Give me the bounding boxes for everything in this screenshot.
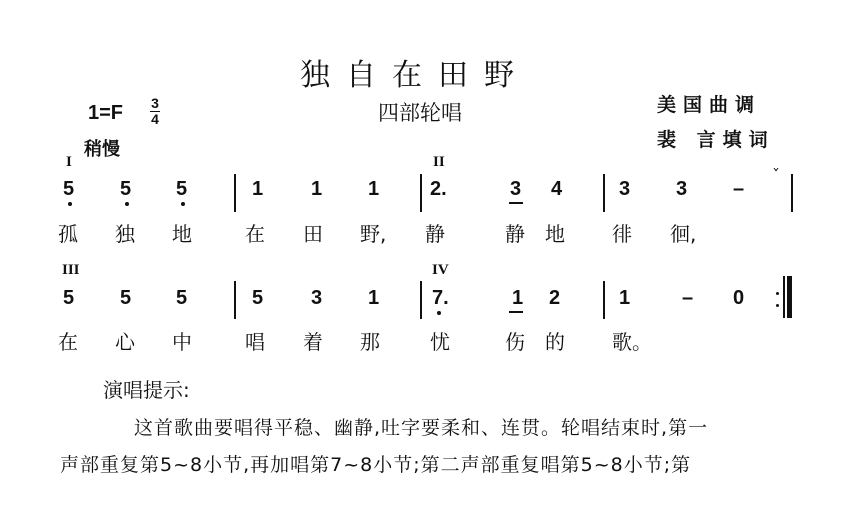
section-marker-ii: II xyxy=(433,154,445,170)
lyric: 徘 xyxy=(612,222,632,246)
section-marker-iv: IV xyxy=(432,262,449,278)
note: 3 xyxy=(510,178,522,200)
note: 5 xyxy=(176,287,188,309)
note: 5 xyxy=(120,287,132,309)
note: 1 xyxy=(619,287,631,309)
song-subtitle: 四部轮唱 xyxy=(378,101,462,125)
low-octave-dot xyxy=(181,202,185,206)
repeat-dot xyxy=(776,304,779,307)
breath-mark: ˇ xyxy=(772,166,780,185)
lyric: 歌。 xyxy=(612,330,652,354)
low-octave-dot xyxy=(437,311,441,315)
lyricist-credit: 裴 言填词 xyxy=(657,129,775,151)
composer-credit: 美国曲调 xyxy=(657,94,762,116)
note: 1 xyxy=(512,287,524,309)
dash-note: – xyxy=(682,287,694,309)
time-signature xyxy=(150,97,160,126)
barline xyxy=(234,174,236,212)
note: 2 xyxy=(549,287,561,309)
lyric: 静 xyxy=(505,222,525,246)
rest-note: 0 xyxy=(733,287,745,309)
lyric: 田 xyxy=(303,222,323,246)
dash-note: – xyxy=(733,178,745,200)
lyric: 徊, xyxy=(670,222,697,246)
time-signature-top: 3 xyxy=(151,95,159,111)
note: 5 xyxy=(176,178,188,200)
note: 3 xyxy=(619,178,631,200)
time-signature-bottom: 4 xyxy=(151,111,159,127)
lyric: 着 xyxy=(303,330,323,354)
note: 5 xyxy=(252,287,264,309)
eighth-note-underline xyxy=(509,311,523,313)
note: 1 xyxy=(368,287,380,309)
lyric: 野, xyxy=(360,222,387,246)
lyric: 的 xyxy=(545,330,565,354)
lyric: 那 xyxy=(360,330,380,354)
end-barline-thin xyxy=(783,276,785,318)
end-barline-thick xyxy=(787,276,792,318)
lyric: 忧 xyxy=(430,330,450,354)
lyric: 静 xyxy=(425,222,445,246)
barline xyxy=(234,281,236,319)
section-marker-i: I xyxy=(66,154,72,170)
tips-line: 声部重复第5~8小节,再加唱第7~8小节;第二声部重复唱第5~8小节;第 xyxy=(60,454,692,476)
note: 3 xyxy=(311,287,323,309)
lyric: 中 xyxy=(172,330,192,354)
note: 1 xyxy=(252,178,264,200)
barline xyxy=(603,281,605,319)
lyric: 唱 xyxy=(245,330,265,354)
note: 4 xyxy=(551,178,563,200)
eighth-note-underline xyxy=(509,202,523,204)
section-marker-iii: III xyxy=(62,262,80,278)
low-octave-dot xyxy=(68,202,72,206)
barline xyxy=(420,281,422,319)
lyric: 地 xyxy=(172,222,192,246)
note: 1 xyxy=(368,178,380,200)
barline xyxy=(791,174,793,212)
key-signature: 1=F xyxy=(88,102,124,124)
note: 3 xyxy=(676,178,688,200)
song-title: 独自在田野 xyxy=(300,58,530,93)
barline xyxy=(420,174,422,212)
lyric: 心 xyxy=(115,330,135,354)
lyric: 地 xyxy=(545,222,565,246)
barline xyxy=(603,174,605,212)
tempo-marking: 稍慢 xyxy=(84,139,120,160)
low-octave-dot xyxy=(125,202,129,206)
note: 1 xyxy=(311,178,323,200)
note: 5 xyxy=(63,178,75,200)
lyric: 在 xyxy=(245,222,265,246)
note: 5 xyxy=(63,287,75,309)
lyric: 孤 xyxy=(58,222,78,246)
lyric: 在 xyxy=(58,330,78,354)
tips-heading: 演唱提示: xyxy=(103,378,190,402)
note: 5 xyxy=(120,178,132,200)
tips-line: 这首歌曲要唱得平稳、幽静,吐字要柔和、连贯。轮唱结束时,第一 xyxy=(134,417,709,439)
lyric: 独 xyxy=(115,222,135,246)
repeat-dot xyxy=(776,292,779,295)
note: 2. xyxy=(430,178,447,200)
note: 7. xyxy=(432,287,449,309)
lyric: 伤 xyxy=(505,330,525,354)
